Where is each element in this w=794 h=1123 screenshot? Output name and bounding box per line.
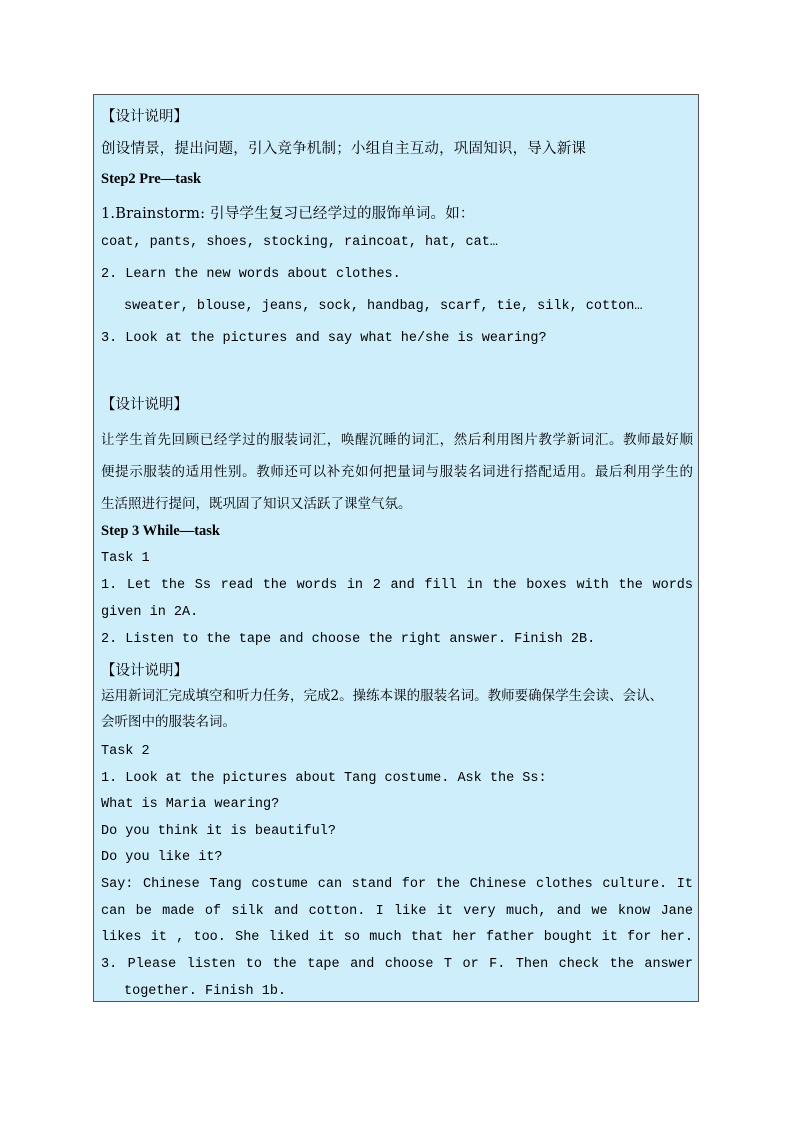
known-words-line: coat, pants, shoes, stocking, raincoat, hat, cat…: [101, 235, 498, 250]
task1-item-1b: given in 2A.: [101, 605, 199, 620]
design-note-heading-1: 【设计说明】: [101, 109, 188, 125]
design-note-text-1: 创设情景，提出问题，引入竞争机制；小组自主互动，巩固知识，导入新课: [101, 141, 587, 157]
task2-item-1: 1. Look at the pictures about Tang costume. Ask the Ss:: [101, 771, 547, 786]
design-note-text-2c: 生活照进行提问，既巩固了知识又活跃了课堂气氛。: [101, 496, 412, 512]
new-words-line: sweater, blouse, jeans, sock, handbag, scarf, tie, silk, cotton…: [124, 299, 643, 314]
design-note-text-2b: 便提示服装的适用性别。教师还可以补充如何把量词与服装名词进行搭配适用。最后利用学生的: [101, 464, 693, 480]
design-note-text-3b: 会听图中的服装名词。: [101, 714, 236, 730]
task2-item-3a: 3. Please listen to the tape and choose T or F. Then check the answer: [101, 957, 693, 972]
task2-question-1: What is Maria wearing?: [101, 797, 280, 812]
task2-heading: Task 2: [101, 744, 150, 759]
design-note-text-2a: 让学生首先回顾已经学过的服装词汇，唤醒沉睡的词汇，然后利用图片教学新词汇。教师最好顺: [101, 432, 693, 448]
design-note-heading-2: 【设计说明】: [101, 397, 188, 413]
design-note-heading-3: 【设计说明】: [101, 663, 188, 679]
task2-question-3: Do you like it?: [101, 850, 223, 865]
task2-item-3b: together. Finish 1b.: [124, 984, 287, 999]
pictures-line: 3. Look at the pictures and say what he/she is wearing?: [101, 331, 547, 346]
brainstorm-line: 1.Brainstorm: 引导学生复习已经学过的服饰单词。如：: [101, 206, 475, 222]
task2-say-3: likes it , too. She liked it so much that her father bought it for her.: [101, 930, 693, 945]
design-note-text-3a: 运用新词汇完成填空和听力任务，完成2。操练本课的服装名词。教师要确保学生会读、会认、: [101, 688, 664, 704]
task2-say-1: Say: Chinese Tang costume can stand for the Chinese clothes culture. It: [101, 877, 693, 892]
task2-say-2: can be made of silk and cotton. I like it very much, and we know Jane: [101, 904, 693, 919]
task1-item-2: 2. Listen to the tape and choose the right answer. Finish 2B.: [101, 632, 596, 647]
step3-heading: Step 3 While—task: [101, 523, 220, 539]
step2-heading: Step2 Pre—task: [101, 171, 202, 187]
lesson-plan-cell: [93, 94, 699, 1002]
task1-heading: Task 1: [101, 551, 150, 566]
task1-item-1a: 1. Let the Ss read the words in 2 and fill in the boxes with the words: [101, 578, 693, 593]
task2-question-2: Do you think it is beautiful?: [101, 824, 336, 839]
learn-words-line: 2. Learn the new words about clothes.: [101, 267, 401, 282]
